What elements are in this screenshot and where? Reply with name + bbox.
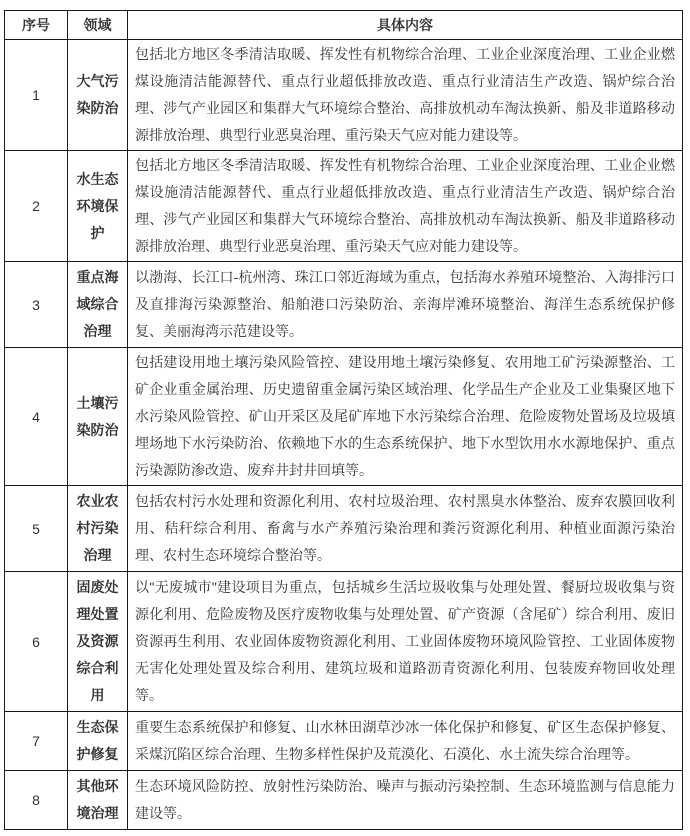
table-row bbox=[5, 712, 683, 771]
content-table bbox=[4, 10, 683, 830]
table-row bbox=[5, 262, 683, 348]
row-number: 2 bbox=[5, 151, 68, 262]
header-cell-field: 领域 bbox=[68, 11, 128, 40]
field-content: 以渤海、长江口-杭州湾、珠江口邻近海域为重点，包括海水养殖环境整治、入海排污口及直排海污染源整治、船舶港口污染防治、亲海岸滩环境整治、海洋生态系统保护修复、美丽海湾示范建设等。 bbox=[128, 262, 683, 348]
field-content: 以"无废城市"建设项目为重点，包括城乡生活垃圾收集与处理处置、餐厨垃圾收集与资源化利用、危险废物及医疗废物收集与处理处置、矿产资源（含尾矿）综合利用、废旧资源再生利用、农业固体废物资源化利用、工业固体废物环境风险管控、工业固体废物无害化处理处置及综合利用、建筑垃圾和道路沥青资源化利用、包装废弃物回收处理等。 bbox=[128, 572, 683, 712]
field-content: 包括北方地区冬季清洁取暖、挥发性有机物综合治理、工业企业深度治理、工业企业燃煤设施清洁能源替代、重点行业超低排放改造、重点行业清洁生产改造、锅炉综合治理、涉气产业园区和集群大气环境综合整治、高排放机动车淘汰换新、船及非道路移动源排放治理、典型行业恶臭治理、重污染天气应对能力建设等。 bbox=[128, 40, 683, 151]
table-header-row bbox=[5, 11, 683, 40]
row-number: 1 bbox=[5, 40, 68, 151]
row-number: 4 bbox=[5, 348, 68, 486]
table-row bbox=[5, 771, 683, 830]
header-cell-no: 序号 bbox=[5, 11, 68, 40]
table-row bbox=[5, 348, 683, 486]
field-content: 包括农村污水处理和资源化利用、农村垃圾治理、农村黑臭水体整治、废弃农膜回收利用、秸秆综合利用、畜禽与水产养殖污染治理和粪污资源化利用、种植业面源污染治理、农村生态环境综合整治等。 bbox=[128, 486, 683, 572]
field-content: 包括建设用地土壤污染风险管控、建设用地土壤污染修复、农用地工矿污染源整治、工矿企业重金属治理、历史遗留重金属污染区域治理、化学品生产企业及工业集聚区地下水污染风险管控、矿山开采区及尾矿库地下水污染综合治理、危险废物处置场及垃圾填埋场地下水污染防治、依赖地下水的生态系统保护、地下水型饮用水水源地保护、重点污染源防渗改造、废弃井封井回填等。 bbox=[128, 348, 683, 486]
table-row bbox=[5, 572, 683, 712]
field-label: 农业农村污染治理 bbox=[68, 486, 128, 572]
table-body bbox=[5, 40, 683, 830]
field-content: 包括北方地区冬季清洁取暖、挥发性有机物综合治理、工业企业深度治理、工业企业燃煤设施清洁能源替代、重点行业超低排放改造、重点行业清洁生产改造、锅炉综合治理、涉气产业园区和集群大气环境综合整治、高排放机动车淘汰换新、船及非道路移动源排放治理、典型行业恶臭治理、重污染天气应对能力建设等。 bbox=[128, 151, 683, 262]
field-content: 重要生态系统保护和修复、山水林田湖草沙冰一体化保护和修复、矿区生态保护修复、采煤沉陷区综合治理、生物多样性保护及荒漠化、石漠化、水土流失综合治理等。 bbox=[128, 712, 683, 771]
field-label: 其他环境治理 bbox=[68, 771, 128, 830]
row-number: 6 bbox=[5, 572, 68, 712]
field-label: 土壤污染防治 bbox=[68, 348, 128, 486]
table-row bbox=[5, 151, 683, 262]
field-label: 固废处理处置及资源综合利用 bbox=[68, 572, 128, 712]
row-number: 7 bbox=[5, 712, 68, 771]
field-content: 生态环境风险防控、放射性污染防治、噪声与振动污染控制、生态环境监测与信息能力建设等。 bbox=[128, 771, 683, 830]
field-label: 重点海域综合治理 bbox=[68, 262, 128, 348]
row-number: 8 bbox=[5, 771, 68, 830]
row-number: 3 bbox=[5, 262, 68, 348]
field-label: 水生态环境保护 bbox=[68, 151, 128, 262]
row-number: 5 bbox=[5, 486, 68, 572]
field-label: 生态保护修复 bbox=[68, 712, 128, 771]
field-label: 大气污染防治 bbox=[68, 40, 128, 151]
header-cell-content: 具体内容 bbox=[128, 11, 683, 40]
table-row bbox=[5, 40, 683, 151]
table-row bbox=[5, 486, 683, 572]
